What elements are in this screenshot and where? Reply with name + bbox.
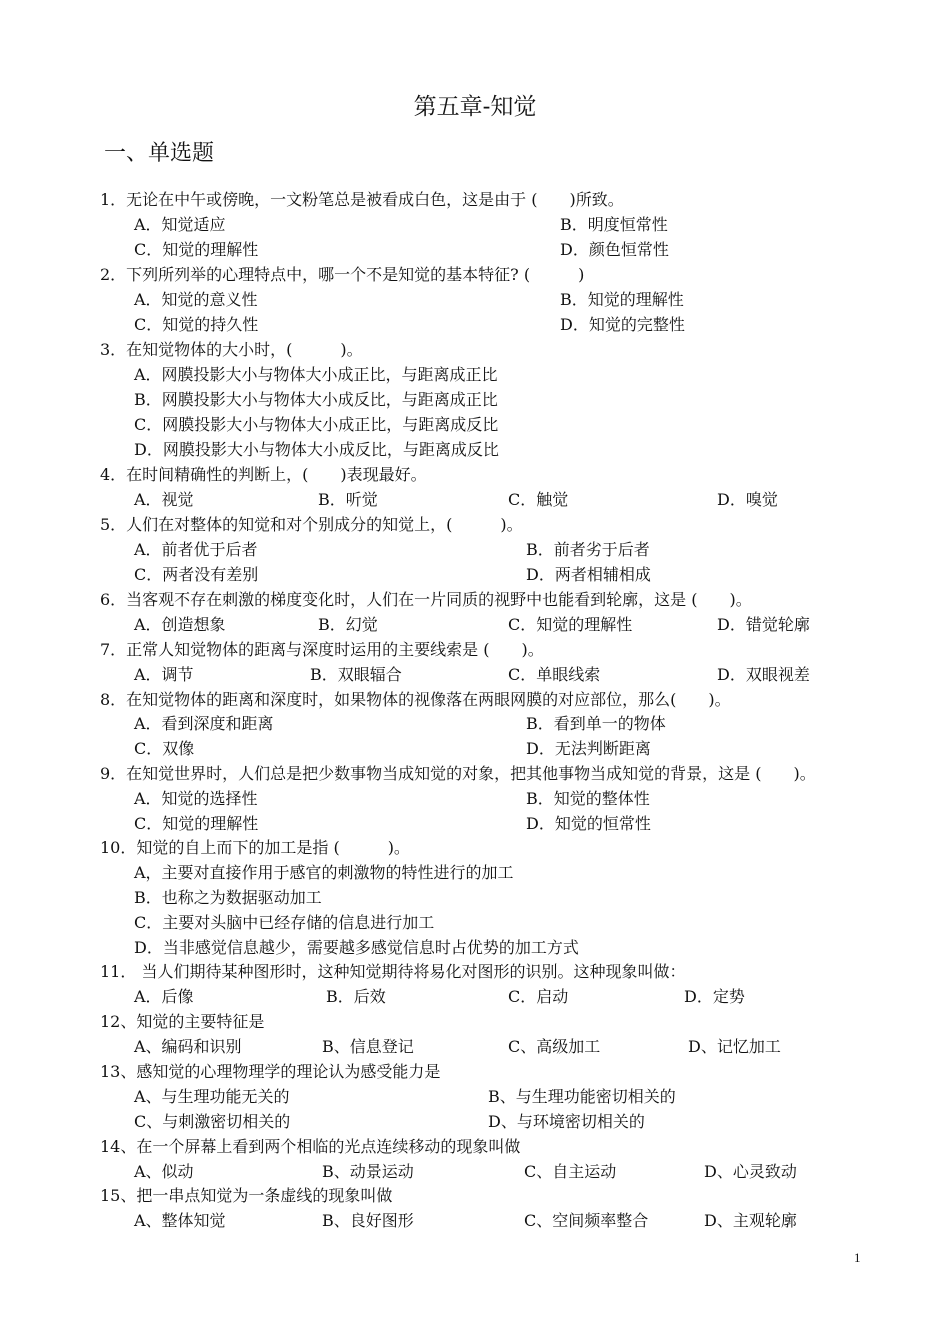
q15-option-d: D、主观轮廓	[704, 1211, 797, 1230]
q12-option-c: C、高级加工	[508, 1037, 601, 1056]
q9-option-c: C．知觉的理解性	[134, 814, 259, 833]
q7-option-a: A．调节	[134, 665, 194, 684]
question-5: 5．人们在对整体的知觉和对个别成分的知觉上，( )。	[100, 515, 523, 534]
q10-option-b: B．也称之为数据驱动加工	[134, 888, 322, 907]
q6-option-d: D．错觉轮廓	[717, 615, 810, 634]
q14-option-d: D、心灵致动	[704, 1162, 797, 1181]
question-1: 1．无论在中午或傍晚，一文粉笔总是被看成白色，这是由于 ( )所致。	[100, 190, 624, 209]
q15-option-b: B、良好图形	[322, 1211, 414, 1230]
question-10: 10．知觉的自上而下的加工是指 ( )。	[100, 838, 410, 857]
q4-option-b: B．听觉	[318, 490, 378, 509]
question-11: 11． 当人们期待某种图形时，这种知觉期待将易化对图形的识别。这种现象叫做：	[100, 962, 686, 981]
q13-option-d: D、与环境密切相关的	[488, 1112, 645, 1131]
q4-option-d: D．嗅觉	[717, 490, 778, 509]
q13-option-a: A、与生理功能无关的	[134, 1087, 290, 1106]
question-6: 6．当客观不存在刺激的梯度变化时，人们在一片同质的视野中也能看到轮廓，这是 ( )。	[100, 590, 752, 609]
question-2: 2．下列所列举的心理特点中，哪一个不是知觉的基本特征? ( )	[100, 265, 585, 284]
question-12: 12、知觉的主要特征是	[100, 1012, 265, 1031]
question-4: 4．在时间精确性的判断上，( )表现最好。	[100, 465, 427, 484]
q7-option-b: B．双眼辐合	[310, 665, 402, 684]
page-number: 1	[854, 1250, 861, 1265]
q1-option-c: C．知觉的理解性	[134, 240, 259, 259]
question-7: 7．正常人知觉物体的距离与深度时运用的主要线索是 ( )。	[100, 640, 544, 659]
q8-option-d: D．无法判断距离	[526, 739, 651, 758]
question-8: 8．在知觉物体的距离和深度时，如果物体的视像落在两眼网膜的对应部位，那么( )。	[100, 690, 731, 709]
q9-option-d: D．知觉的恒常性	[526, 814, 651, 833]
q6-option-b: B．幻觉	[318, 615, 378, 634]
q2-option-b: B．知觉的理解性	[560, 290, 684, 309]
q7-option-d: D．双眼视差	[717, 665, 810, 684]
q8-option-b: B．看到单一的物体	[526, 714, 666, 733]
q5-option-a: A．前者优于后者	[134, 540, 258, 559]
q11-option-b: B．后效	[326, 987, 386, 1006]
q11-option-c: C．启动	[508, 987, 569, 1006]
q5-option-b: B．前者劣于后者	[526, 540, 650, 559]
q3-option-a: A．网膜投影大小与物体大小成正比，与距离成正比	[134, 365, 498, 384]
q3-option-b: B．网膜投影大小与物体大小成反比，与距离成正比	[134, 390, 498, 409]
q4-option-a: A．视觉	[134, 490, 194, 509]
q14-option-a: A、似动	[134, 1162, 194, 1181]
q8-option-a: A．看到深度和距离	[134, 714, 274, 733]
q11-option-a: A．后像	[134, 987, 194, 1006]
q6-option-c: C．知觉的理解性	[508, 615, 633, 634]
q5-option-d: D．两者相辅相成	[526, 565, 651, 584]
q1-option-d: D．颜色恒常性	[560, 240, 669, 259]
q10-option-d: D．当非感觉信息越少，需要越多感觉信息时占优势的加工方式	[134, 938, 579, 957]
q2-option-c: C．知觉的持久性	[134, 315, 259, 334]
section-heading: 一、单选题	[104, 141, 215, 166]
q4-option-c: C．触觉	[508, 490, 569, 509]
q9-option-b: B．知觉的整体性	[526, 789, 650, 808]
q14-option-b: B、动景运动	[322, 1162, 414, 1181]
q10-option-a: A，主要对直接作用于感官的刺激物的特性进行的加工	[134, 863, 514, 882]
q9-option-a: A．知觉的选择性	[134, 789, 258, 808]
q12-option-b: B、信息登记	[322, 1037, 414, 1056]
q11-option-d: D．定势	[684, 987, 745, 1006]
q3-option-d: D．网膜投影大小与物体大小成反比，与距离成反比	[134, 440, 499, 459]
q13-option-b: B、与生理功能密切相关的	[488, 1087, 676, 1106]
q3-option-c: C．网膜投影大小与物体大小成正比，与距离成反比	[134, 415, 499, 434]
q1-option-a: A．知觉适应	[134, 215, 226, 234]
q1-option-b: B．明度恒常性	[560, 215, 668, 234]
chapter-title: 第五章-知觉	[413, 94, 537, 120]
q5-option-c: C．两者没有差别	[134, 565, 259, 584]
q15-option-c: C、空间频率整合	[524, 1211, 649, 1230]
q2-option-d: D．知觉的完整性	[560, 315, 685, 334]
question-14: 14、在一个屏幕上看到两个相临的光点连续移动的现象叫做	[100, 1137, 521, 1156]
q2-option-a: A．知觉的意义性	[134, 290, 258, 309]
q10-option-c: C．主要对头脑中已经存储的信息进行加工	[134, 913, 435, 932]
q13-option-c: C、与刺激密切相关的	[134, 1112, 291, 1131]
q12-option-a: A、编码和识别	[134, 1037, 242, 1056]
question-3: 3．在知觉物体的大小时，( )。	[100, 340, 363, 359]
q6-option-a: A．创造想象	[134, 615, 226, 634]
q8-option-c: C．双像	[134, 739, 195, 758]
question-15: 15、把一串点知觉为一条虚线的现象叫做	[100, 1186, 393, 1205]
q15-option-a: A、整体知觉	[134, 1211, 226, 1230]
question-9: 9．在知觉世界时，人们总是把少数事物当成知觉的对象，把其他事物当成知觉的背景，这是 ( )。	[100, 764, 816, 783]
question-13: 13、感知觉的心理物理学的理论认为感受能力是	[100, 1062, 441, 1081]
q7-option-c: C．单眼线索	[508, 665, 601, 684]
q14-option-c: C、自主运动	[524, 1162, 617, 1181]
q12-option-d: D、记忆加工	[688, 1037, 781, 1056]
